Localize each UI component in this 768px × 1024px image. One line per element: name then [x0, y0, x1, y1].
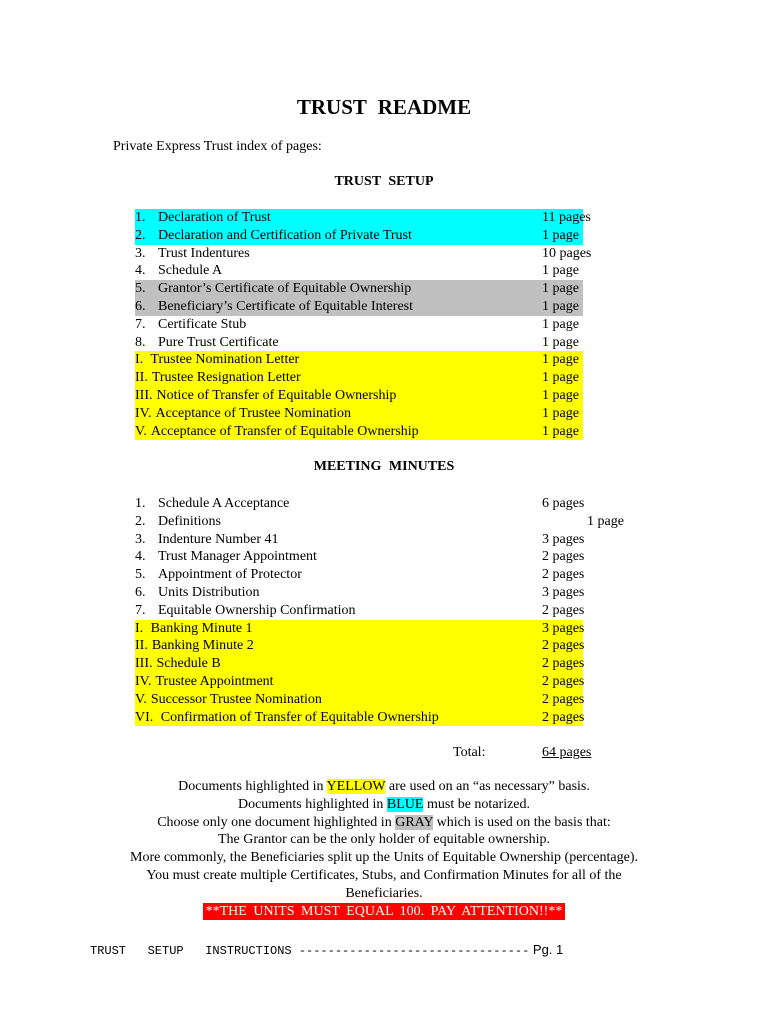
- units-warning: **THE UNITS MUST EQUAL 100. PAY ATTENTION!!**: [203, 903, 566, 921]
- meeting-minutes-item: [135, 531, 595, 549]
- item-page-count: 1 page: [542, 370, 579, 386]
- item-number: 3.: [135, 531, 146, 547]
- item-number: 5.: [135, 567, 146, 583]
- item-number: 4.: [135, 549, 146, 565]
- item-page-count: 1 page: [542, 334, 579, 350]
- yellow-swatch-word: YELLOW: [326, 779, 386, 794]
- meeting-minutes-heading: MEETING MINUTES: [313, 459, 455, 474]
- trust-setup-heading: TRUST SETUP: [334, 174, 434, 189]
- item-number: V.: [135, 691, 147, 707]
- meeting-minutes-list: [135, 495, 624, 726]
- item-number: 2.: [135, 227, 146, 243]
- item-number: 3.: [135, 245, 146, 261]
- item-label: Definitions: [158, 513, 221, 529]
- trust-setup-item: [135, 280, 583, 298]
- item-page-count: 2 pages: [542, 549, 585, 565]
- note-gray: Choose only one document highlighted in GRAY which is used on the basis that:: [157, 814, 611, 830]
- meeting-minutes-item: [135, 548, 595, 566]
- item-number: II.: [135, 370, 148, 386]
- item-label: Schedule A: [158, 263, 223, 279]
- trust-setup-item: [135, 316, 595, 334]
- item-number: 8.: [135, 334, 146, 350]
- item-label: Acceptance of Trustee Nomination: [155, 405, 352, 421]
- item-label: Banking Minute 1: [147, 620, 253, 636]
- blue-swatch-word: BLUE: [386, 796, 424, 812]
- item-page-count: 1 page: [542, 316, 579, 332]
- item-page-count: 2 pages: [542, 691, 585, 707]
- meeting-minutes-item: [135, 513, 624, 531]
- item-page-count: 2 pages: [542, 709, 585, 725]
- meeting-minutes-item: [135, 584, 595, 602]
- item-label: Grantor’s Certificate of Equitable Ownership: [158, 281, 412, 297]
- meeting-minutes-item: [135, 495, 595, 513]
- item-page-count: 3 pages: [542, 531, 585, 547]
- item-label: Declaration of Trust: [158, 210, 271, 225]
- item-page-count: 1 page: [542, 227, 579, 243]
- item-page-count: 1 page: [542, 281, 579, 297]
- gray-swatch-word: GRAY: [395, 814, 434, 830]
- total-label: Total:: [453, 745, 486, 760]
- meeting-minutes-item: [135, 691, 583, 709]
- item-label: Notice of Transfer of Equitable Ownership: [156, 387, 397, 403]
- item-number: I.: [135, 352, 144, 368]
- note-yellow: Documents highlighted in YELLOW are used on an “as necessary” basis.: [178, 779, 590, 794]
- trust-setup-item: [135, 334, 595, 352]
- item-page-count: 2 pages: [542, 673, 585, 689]
- item-number: 7.: [135, 602, 146, 618]
- item-page-count: 1 page: [542, 405, 579, 421]
- page-number: Pg. 1: [529, 942, 564, 957]
- item-number: III.: [135, 656, 153, 672]
- item-label: Pure Trust Certificate: [158, 334, 279, 350]
- meeting-minutes-item: [135, 602, 595, 620]
- item-page-count: 1 page: [542, 423, 579, 439]
- trust-setup-item: [135, 245, 595, 263]
- item-label: Banking Minute 2: [151, 638, 254, 654]
- item-number: III.: [135, 387, 153, 403]
- item-page-count: 2 pages: [542, 602, 585, 618]
- meeting-minutes-item: [135, 673, 583, 691]
- meeting-minutes-item: [135, 655, 583, 673]
- item-number: IV.: [135, 673, 152, 689]
- trust-setup-list: [135, 209, 595, 440]
- meeting-minutes-item: [135, 709, 583, 727]
- item-page-count: 1 page: [542, 263, 579, 279]
- trust-setup-item: [135, 423, 583, 441]
- item-label: Acceptance of Transfer of Equitable Ownership: [150, 423, 419, 439]
- total-value: 64 pages: [542, 745, 592, 760]
- item-label: Equitable Ownership Confirmation: [158, 602, 356, 618]
- trust-setup-item: [135, 298, 583, 316]
- item-page-count: 1 page: [542, 352, 579, 368]
- item-number: 6.: [135, 298, 146, 314]
- item-label: Units Distribution: [158, 584, 260, 600]
- intro-text: Private Express Trust index of pages:: [113, 139, 322, 154]
- page-title: TRUST README: [296, 95, 472, 119]
- item-number: II.: [135, 638, 148, 654]
- item-label: Successor Trustee Nomination: [150, 691, 322, 707]
- meeting-minutes-item: [135, 637, 583, 655]
- item-number: V.: [135, 423, 147, 439]
- trust-setup-item: [135, 262, 595, 280]
- trust-setup-item: [135, 387, 583, 405]
- item-number: 2.: [135, 513, 146, 529]
- trust-setup-item: [135, 405, 583, 423]
- item-page-count: 3 pages: [542, 584, 585, 600]
- item-label: Beneficiary’s Certificate of Equitable Interest: [158, 298, 414, 314]
- footer-text: TRUST SETUP INSTRUCTIONS --------------------------------: [90, 944, 530, 958]
- notes-block: [0, 778, 768, 920]
- item-page-count: 6 pages: [542, 496, 585, 511]
- item-number: VI.: [135, 709, 154, 725]
- item-number: 1.: [135, 496, 146, 511]
- item-label: Trustee Appointment: [155, 673, 274, 689]
- note-line-4: The Grantor can be the only holder of equitable ownership.: [217, 832, 550, 848]
- item-page-count: 11 pages: [542, 210, 591, 225]
- item-page-count: 2 pages: [542, 567, 585, 583]
- trust-setup-item: [135, 209, 591, 227]
- item-number: 4.: [135, 263, 146, 279]
- meeting-minutes-item: [135, 620, 583, 638]
- item-label: Schedule B: [156, 656, 221, 672]
- item-page-count: 2 pages: [542, 656, 585, 672]
- item-page-count: 1 page: [542, 298, 579, 314]
- item-page-count: 2 pages: [542, 638, 585, 654]
- item-label: Appointment of Protector: [158, 567, 302, 583]
- item-label: Confirmation of Transfer of Equitable Ownership: [157, 709, 439, 725]
- item-number: 5.: [135, 281, 146, 297]
- trust-setup-item: [135, 369, 583, 387]
- item-label: Schedule A Acceptance: [158, 496, 290, 511]
- note-line-6: You must create multiple Certificates, Stubs, and Confirmation Minutes for all of the: [146, 867, 622, 883]
- item-label: Trust Indentures: [158, 245, 250, 261]
- item-page-count: 1 page: [587, 513, 624, 529]
- note-blue: Documents highlighted in BLUE must be notarized.: [237, 796, 531, 812]
- page-footer: [90, 942, 563, 958]
- item-label: Trust Manager Appointment: [158, 549, 317, 565]
- note-line-5: More commonly, the Beneficiaries split up the Units of Equitable Ownership (percentage).: [130, 850, 638, 866]
- item-page-count: 1 page: [542, 387, 579, 403]
- item-label: Indenture Number 41: [158, 531, 279, 547]
- item-label: Trustee Resignation Letter: [151, 370, 301, 386]
- note-line-7: Beneficiaries.: [345, 885, 423, 901]
- item-number: 6.: [135, 584, 146, 600]
- item-label: Declaration and Certification of Private Trust: [158, 227, 412, 243]
- trust-setup-item: [135, 351, 583, 369]
- trust-setup-item: [135, 227, 583, 245]
- item-number: 7.: [135, 316, 146, 332]
- item-page-count: 10 pages: [542, 245, 592, 261]
- item-number: 1.: [135, 210, 146, 225]
- item-page-count: 3 pages: [542, 620, 585, 636]
- item-label: Trustee Nomination Letter: [147, 352, 300, 368]
- item-label: Certificate Stub: [158, 316, 247, 332]
- item-number: I.: [135, 620, 144, 636]
- item-number: IV.: [135, 405, 152, 421]
- meeting-minutes-item: [135, 566, 595, 584]
